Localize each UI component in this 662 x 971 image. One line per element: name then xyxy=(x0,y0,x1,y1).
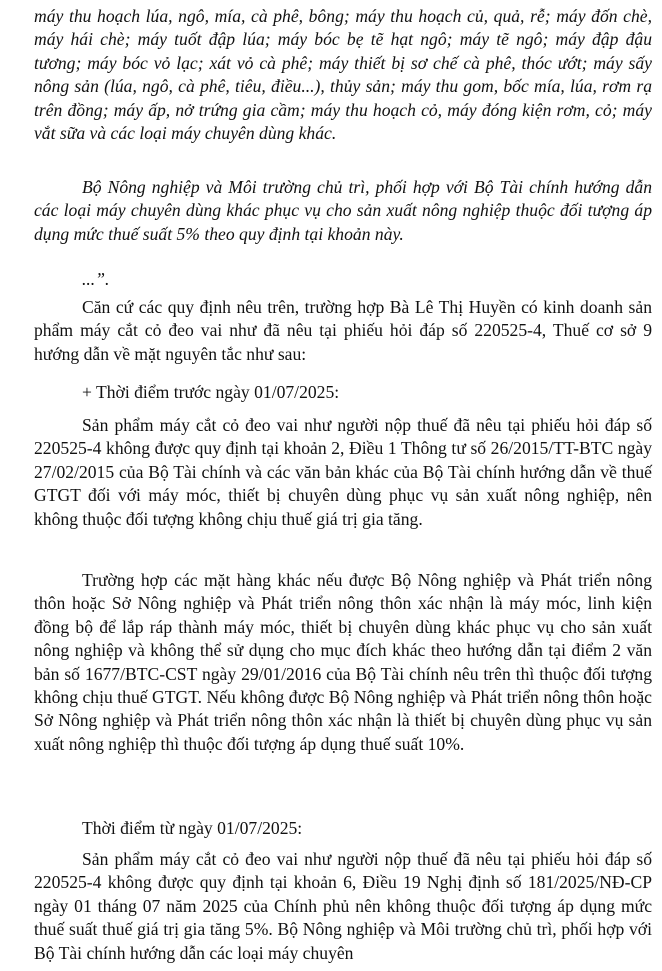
paragraph-from-date: Sản phẩm máy cắt cỏ đeo vai như người nộp thuế đã nêu tại phiếu hỏi đáp số 220525-4 không được quy định tại khoản 6, Điều 19 Nghị định số 181/2025/NĐ-CP ngày 01 tháng 07 năm 2025 của Chính phủ nên không thuộc đối tượng áp dụng mức thuế suất thuế giá trị gia tăng 5%. Bộ Nông nghiệp và Môi trường chủ trì, phối hợp với Bộ Tài chính hướng dẫn các loại máy chuyên xyxy=(34,849,652,963)
heading-from-date: Thời điểm từ ngày 01/07/2025: xyxy=(82,818,303,838)
paragraph-basis: Căn cứ các quy định nêu trên, trường hợp Bà Lê Thị Huyền có kinh doanh sản phẩm máy cắt cỏ đeo vai như đã nêu tại phiếu hỏi đáp số 220525-4, Thuế cơ sở 9 hướng dẫn về mặt nguyên tắc như sau: xyxy=(34,297,652,364)
paragraph-machine-list: máy thu hoạch lúa, ngô, mía, cà phê, bông; máy thu hoạch củ, quả, rễ; máy đốn chè, máy hái chè; máy tuốt đập lúa; máy bóc bẹ tẽ hạt ngô; máy tẽ ngô; máy đập đậu tương; máy bóc vỏ lạc; xát vỏ cà phê; máy thiết bị sơ chế cà phê, thóc ướt; máy sấy nông sản (lúa, ngô, cà phê, tiêu, điều...), thủy sản; máy thu gom, bốc mía, lúa, rơm rạ trên đồng; máy ấp, nở trứng gia cầm; máy thu hoạch cỏ, máy đóng kiện rơm, cỏ; máy vắt sữa và các loại máy chuyên dùng khác. xyxy=(34,6,652,144)
heading-before-date: + Thời điểm trước ngày 01/07/2025: xyxy=(82,382,340,402)
paragraph-before-date: Sản phẩm máy cắt cỏ đeo vai như người nộp thuế đã nêu tại phiếu hỏi đáp số 220525-4 không được quy định tại khoản 2, Điều 1 Thông tư số 26/2015/TT-BTC ngày 27/02/2015 của Bộ Tài chính và các văn bản khác của Bộ Tài chính hướng dẫn về thuế GTGT đối với máy móc, thiết bị chuyên dùng phục vụ sản xuất nông nghiệp, nên không thuộc đối tượng không chịu thuế giá trị gia tăng. xyxy=(34,415,652,529)
paragraph-other-items: Trường hợp các mặt hàng khác nếu được Bộ Nông nghiệp và Phát triển nông thôn hoặc Sở Nông nghiệp và Phát triển nông thôn xác nhận là máy móc, linh kiện đồng bộ để lắp ráp thành máy móc, thiết bị chuyên dùng khác phục vụ cho sản xuất nông nghiệp và không thể sử dụng cho mục đích khác theo hướng dẫn tại điểm 2 văn bản số 1677/BTC-CST ngày 29/01/2016 của Bộ Tài chính nêu trên thì thuộc đối tượng không chịu thuế GTGT. Nếu không được Bộ Nông nghiệp và Phát triển nông thôn hoặc Sở Nông nghiệp và Phát triển nông thôn xác nhận là thiết bị chuyên dùng phục vụ sản xuất nông nghiệp thì thuộc đối tượng áp dụng thuế suất 10%. xyxy=(34,570,652,754)
paragraph-ministry-guidance: Bộ Nông nghiệp và Môi trường chủ trì, phối hợp với Bộ Tài chính hướng dẫn các loại máy chuyên dùng khác phục vụ cho sản xuất nông nghiệp thuộc đối tượng áp dụng mức thuế suất 5% theo quy định tại khoản này. xyxy=(34,177,652,244)
quote-ellipsis: ...”. xyxy=(82,269,110,289)
